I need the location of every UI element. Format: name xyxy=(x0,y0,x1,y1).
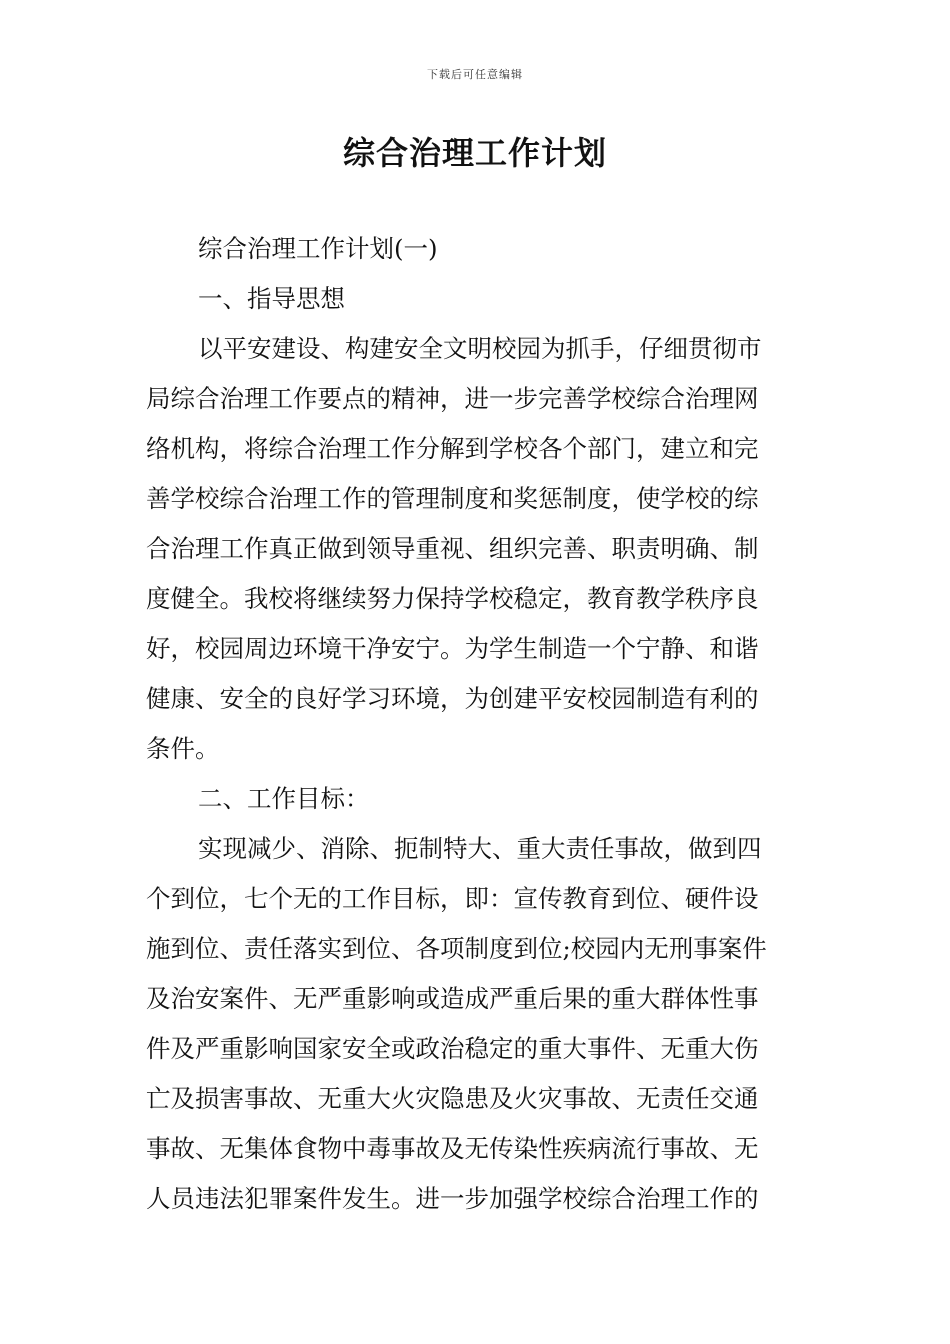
document-title: 综合治理工作计划 xyxy=(342,134,607,172)
text-line: 事故、无集体食物中毒事故及无传染性疾病流行事故、无 xyxy=(146,1134,759,1163)
text-line: 一、指导思想 xyxy=(198,284,345,313)
text-line: 善学校综合治理工作的管理制度和奖惩制度，使学校的综 xyxy=(146,484,759,513)
text-line: 个到位，七个无的工作目标，即：宣传教育到位、硬件设 xyxy=(146,884,759,913)
text-line: 络机构，将综合治理工作分解到学校各个部门，建立和完 xyxy=(146,434,759,463)
text-line: 以平安建设、构建安全文明校园为抓手，仔细贯彻市 xyxy=(198,334,762,363)
text-line: 好，校园周边环境干净安宁。为学生制造一个宁静、和谐 xyxy=(146,634,759,663)
text-line: 综合治理工作计划(一) xyxy=(198,234,438,263)
text-line: 二、工作目标： xyxy=(198,784,370,813)
text-line: 实现减少、消除、扼制特大、重大责任事故，做到四 xyxy=(198,834,762,863)
text-line: 合治理工作真正做到领导重视、组织完善、职责明确、制 xyxy=(146,534,759,563)
document-body xyxy=(146,224,808,1224)
text-line: 度健全。我校将继续努力保持学校稳定，教育教学秩序良 xyxy=(146,584,759,613)
text-line: 健康、安全的良好学习环境，为创建平安校园制造有利的 xyxy=(146,684,759,713)
text-line: 局综合治理工作要点的精神，进一步完善学校综合治理网 xyxy=(146,384,759,413)
text-line: 及治安案件、无严重影响或造成严重后果的重大群体性事 xyxy=(146,984,759,1013)
text-line: 条件。 xyxy=(146,734,220,763)
text-line: 人员违法犯罪案件发生。进一步加强学校综合治理工作的 xyxy=(146,1184,759,1213)
header-note: 下载后可任意编辑 xyxy=(427,68,523,81)
text-line: 件及严重影响国家安全或政治稳定的重大事件、无重大伤 xyxy=(146,1034,759,1063)
text-line: 施到位、责任落实到位、各项制度到位;校园内无刑事案件 xyxy=(146,934,767,963)
text-line: 亡及损害事故、无重大火灾隐患及火灾事故、无责任交通 xyxy=(146,1084,759,1113)
